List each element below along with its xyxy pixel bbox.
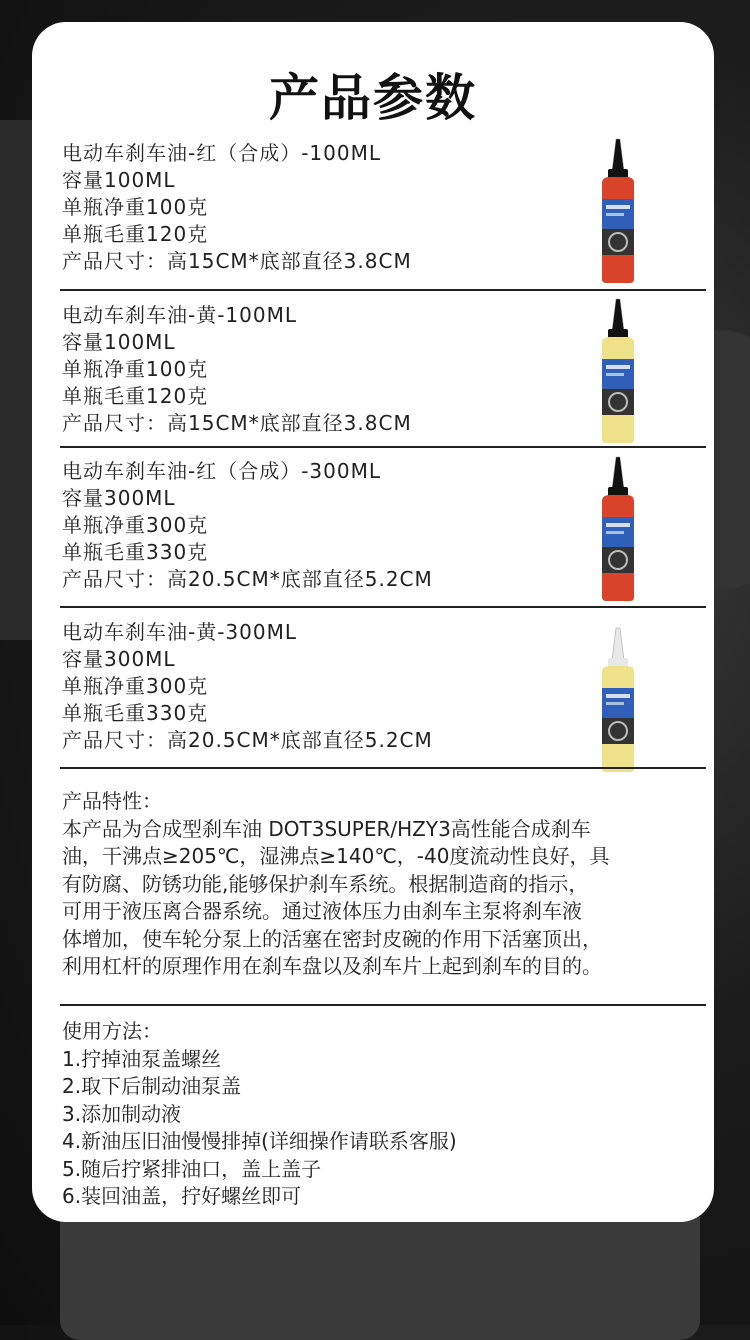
product-name: 电动车刹车油-红（合成）-100ML	[62, 141, 382, 165]
features-line: 可用于液压离合器系统。通过液体压力由刹车主泵将刹车液	[62, 899, 582, 923]
label-stripe	[606, 702, 624, 705]
product-row	[62, 458, 648, 606]
usage-heading: 使用方法：	[62, 1019, 162, 1043]
product-name: 电动车刹车油-黄-300ML	[62, 620, 298, 644]
label-stripe	[606, 531, 624, 534]
label-stripe	[606, 373, 624, 376]
product-size: 产品尺寸：高20.5CM*底部直径5.2CM	[62, 567, 433, 591]
label-stripe	[606, 694, 630, 698]
product-row	[62, 140, 648, 288]
product-row	[62, 302, 648, 450]
usage-step: 6.装回油盖，拧好螺丝即可	[62, 1184, 302, 1208]
bottle-cap	[612, 299, 624, 331]
bottle-cap	[612, 139, 624, 171]
product-row	[62, 619, 648, 767]
product-gross-weight: 单瓶毛重120克	[62, 222, 209, 246]
spec-card	[32, 22, 714, 1222]
divider	[60, 1004, 706, 1006]
label-stripe	[606, 213, 624, 216]
product-net-weight: 单瓶净重100克	[62, 195, 209, 219]
features-line: 油，干沸点≥205℃，湿沸点≥140℃，-40度流动性良好，具	[62, 844, 610, 868]
usage-section	[62, 1018, 682, 1211]
usage-step: 4.新油压旧油慢慢排掉(详细操作请联系客服)	[62, 1129, 457, 1153]
divider	[60, 606, 706, 608]
product-net-weight: 单瓶净重300克	[62, 674, 209, 698]
bottle-image	[590, 137, 646, 285]
label-stripe	[606, 365, 630, 369]
page-title: 产品参数	[269, 69, 477, 127]
divider	[60, 446, 706, 448]
product-size: 产品尺寸：高20.5CM*底部直径5.2CM	[62, 728, 433, 752]
product-gross-weight: 单瓶毛重330克	[62, 701, 209, 725]
features-line: 本产品为合成型刹车油 DOT3SUPER/HZY3高性能合成刹车	[62, 816, 591, 841]
product-net-weight: 单瓶净重300克	[62, 513, 209, 537]
divider	[60, 767, 706, 769]
product-capacity: 容量100ML	[62, 168, 176, 192]
features-heading: 产品特性：	[62, 789, 162, 813]
bottle-image	[590, 626, 646, 774]
product-name: 电动车刹车油-黄-100ML	[62, 303, 298, 327]
product-capacity: 容量100ML	[62, 330, 176, 354]
product-net-weight: 单瓶净重100克	[62, 357, 209, 381]
product-size: 产品尺寸：高15CM*底部直径3.8CM	[62, 411, 412, 435]
features-line: 利用杠杆的原理作用在刹车盘以及刹车片上起到刹车的目的。	[62, 954, 602, 978]
product-gross-weight: 单瓶毛重330克	[62, 540, 209, 564]
bottle-cap	[612, 628, 624, 660]
usage-step: 5.随后拧紧排油口，盖上盖子	[62, 1156, 322, 1181]
usage-step: 1.拧掉油泵盖螺丝	[62, 1046, 222, 1071]
usage-step: 2.取下后制动油泵盖	[62, 1074, 242, 1098]
product-capacity: 容量300ML	[62, 647, 176, 671]
label-stripe	[606, 205, 630, 209]
features-section	[62, 788, 682, 981]
bottle-image	[590, 297, 646, 445]
product-capacity: 容量300ML	[62, 486, 176, 510]
features-line: 体增加，使车轮分泵上的活塞在密封皮碗的作用下活塞顶出，	[62, 926, 602, 951]
label-stripe	[606, 523, 630, 527]
product-size: 产品尺寸：高15CM*底部直径3.8CM	[62, 249, 412, 273]
divider	[60, 289, 706, 291]
product-name: 电动车刹车油-红（合成）-300ML	[62, 459, 382, 483]
usage-step: 3.添加制动液	[62, 1101, 182, 1126]
product-gross-weight: 单瓶毛重120克	[62, 384, 209, 408]
bottle-cap	[612, 457, 624, 489]
bottle-image	[590, 455, 646, 603]
features-line: 有防腐、防锈功能,能够保护刹车系统。根据制造商的指示，	[62, 871, 589, 896]
